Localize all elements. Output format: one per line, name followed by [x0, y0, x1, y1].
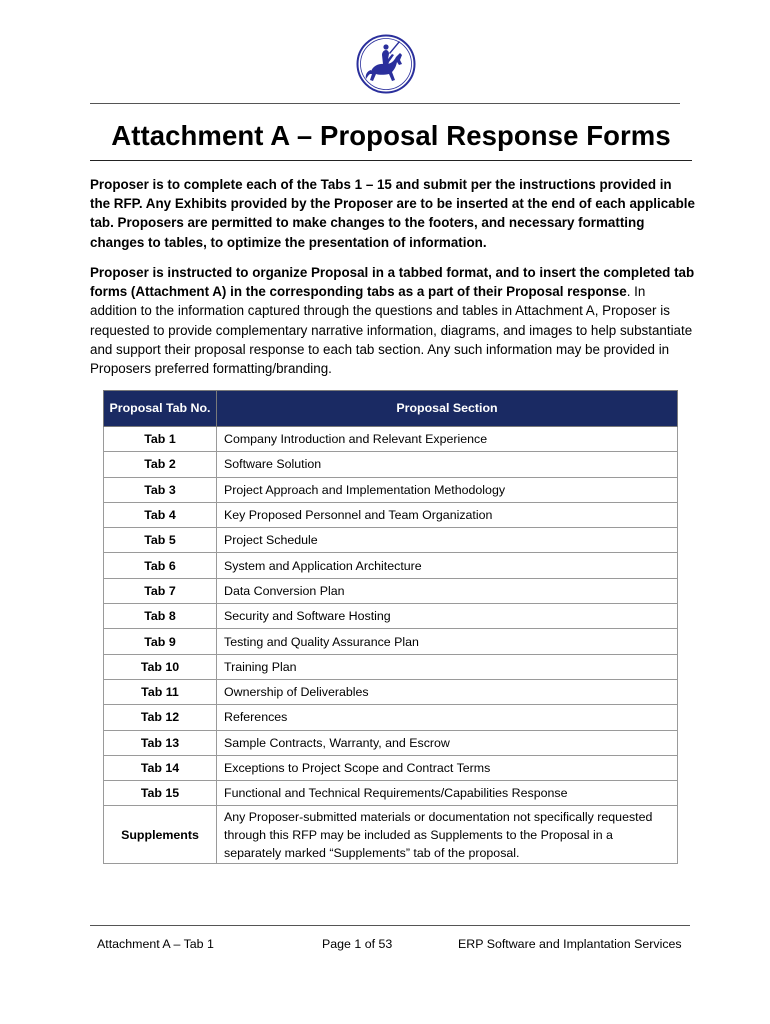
- intro-paragraph-2: [90, 263, 695, 378]
- section-cell: Ownership of Deliverables: [217, 679, 678, 704]
- section-cell: Project Approach and Implementation Methodology: [217, 477, 678, 502]
- table-row: [104, 452, 678, 477]
- table-row: [104, 553, 678, 578]
- table-row: [104, 528, 678, 553]
- table-row: [104, 654, 678, 679]
- tab-no-cell: Tab 6: [104, 553, 217, 578]
- table-row-supplements: [104, 806, 678, 864]
- section-cell: Key Proposed Personnel and Team Organization: [217, 502, 678, 527]
- tab-no-cell: Tab 5: [104, 528, 217, 553]
- table-row: [104, 781, 678, 806]
- section-cell: System and Application Architecture: [217, 553, 678, 578]
- section-cell: Software Solution: [217, 452, 678, 477]
- table-row: [104, 427, 678, 452]
- section-cell: Training Plan: [217, 654, 678, 679]
- horseman-seal-icon: [356, 34, 416, 94]
- footer-rule: [90, 925, 690, 926]
- section-cell: Functional and Technical Requirements/Capabilities Response: [217, 781, 678, 806]
- table-row: [104, 755, 678, 780]
- title-underline: [90, 160, 692, 161]
- section-cell: Company Introduction and Relevant Experience: [217, 427, 678, 452]
- section-cell: Project Schedule: [217, 528, 678, 553]
- table-row: [104, 679, 678, 704]
- tab-no-cell: Tab 3: [104, 477, 217, 502]
- tab-no-cell: Tab 1: [104, 427, 217, 452]
- section-cell: Data Conversion Plan: [217, 578, 678, 603]
- tab-no-cell: Tab 10: [104, 654, 217, 679]
- intro-paragraph-2-rest: . In addition to the information captured through the questions and tables in Attachment A, Proposer is requested to provide complementary narrative information, diagrams, and images to help substantiate and support their proposal response to each tab section. Any such information may be provided in Proposers preferred formatting/branding.: [90, 284, 693, 377]
- table-header-row: [104, 391, 678, 427]
- footer-page-number: Page 1 of 53: [322, 937, 393, 951]
- section-cell: Security and Software Hosting: [217, 604, 678, 629]
- col-header-tab-no: Proposal Tab No.: [104, 391, 217, 427]
- tab-no-cell: Supplements: [104, 806, 217, 864]
- table-row: [104, 477, 678, 502]
- section-cell: Exceptions to Project Scope and Contract Terms: [217, 755, 678, 780]
- tab-no-cell: Tab 11: [104, 679, 217, 704]
- section-cell: Testing and Quality Assurance Plan: [217, 629, 678, 654]
- tab-no-cell: Tab 7: [104, 578, 217, 603]
- page-title: Attachment A – Proposal Response Forms: [111, 120, 671, 151]
- tab-no-cell: Tab 8: [104, 604, 217, 629]
- table-row: [104, 578, 678, 603]
- tab-no-cell: Tab 4: [104, 502, 217, 527]
- table-row: [104, 604, 678, 629]
- table-row: [104, 502, 678, 527]
- footer-right: ERP Software and Implantation Services: [458, 937, 682, 951]
- col-header-section: Proposal Section: [217, 391, 678, 427]
- tab-no-cell: Tab 14: [104, 755, 217, 780]
- section-cell: Sample Contracts, Warranty, and Escrow: [217, 730, 678, 755]
- tab-no-cell: Tab 15: [104, 781, 217, 806]
- tab-no-cell: Tab 12: [104, 705, 217, 730]
- section-cell: References: [217, 705, 678, 730]
- section-cell: Any Proposer-submitted materials or documentation not specifically requested through this RFP may be included as Supplements to the Proposal in a separately marked “Supplements” tab of the proposal.: [217, 806, 678, 864]
- tab-no-cell: Tab 9: [104, 629, 217, 654]
- tab-no-cell: Tab 2: [104, 452, 217, 477]
- tab-no-cell: Tab 13: [104, 730, 217, 755]
- intro-paragraph-2-bold: Proposer is instructed to organize Proposal in a tabbed format, and to insert the completed tab forms (Attachment A) in the corresponding tabs as a part of their Proposal response: [90, 265, 695, 300]
- proposal-tabs-table: [103, 390, 678, 864]
- intro-paragraph-1: Proposer is to complete each of the Tabs 1 – 15 and submit per the instructions provided in the RFP. Any Exhibits provided by the Proposer are to be inserted at the end of each applicable tab. Proposers are permitted to make changes to the footers, and necessary formatting changes to tables, to optimize the presentation of information.: [90, 177, 695, 250]
- table-row: [104, 730, 678, 755]
- table-row: [104, 705, 678, 730]
- header-rule: [90, 103, 680, 104]
- table-row: [104, 629, 678, 654]
- footer-left: Attachment A – Tab 1: [97, 937, 214, 951]
